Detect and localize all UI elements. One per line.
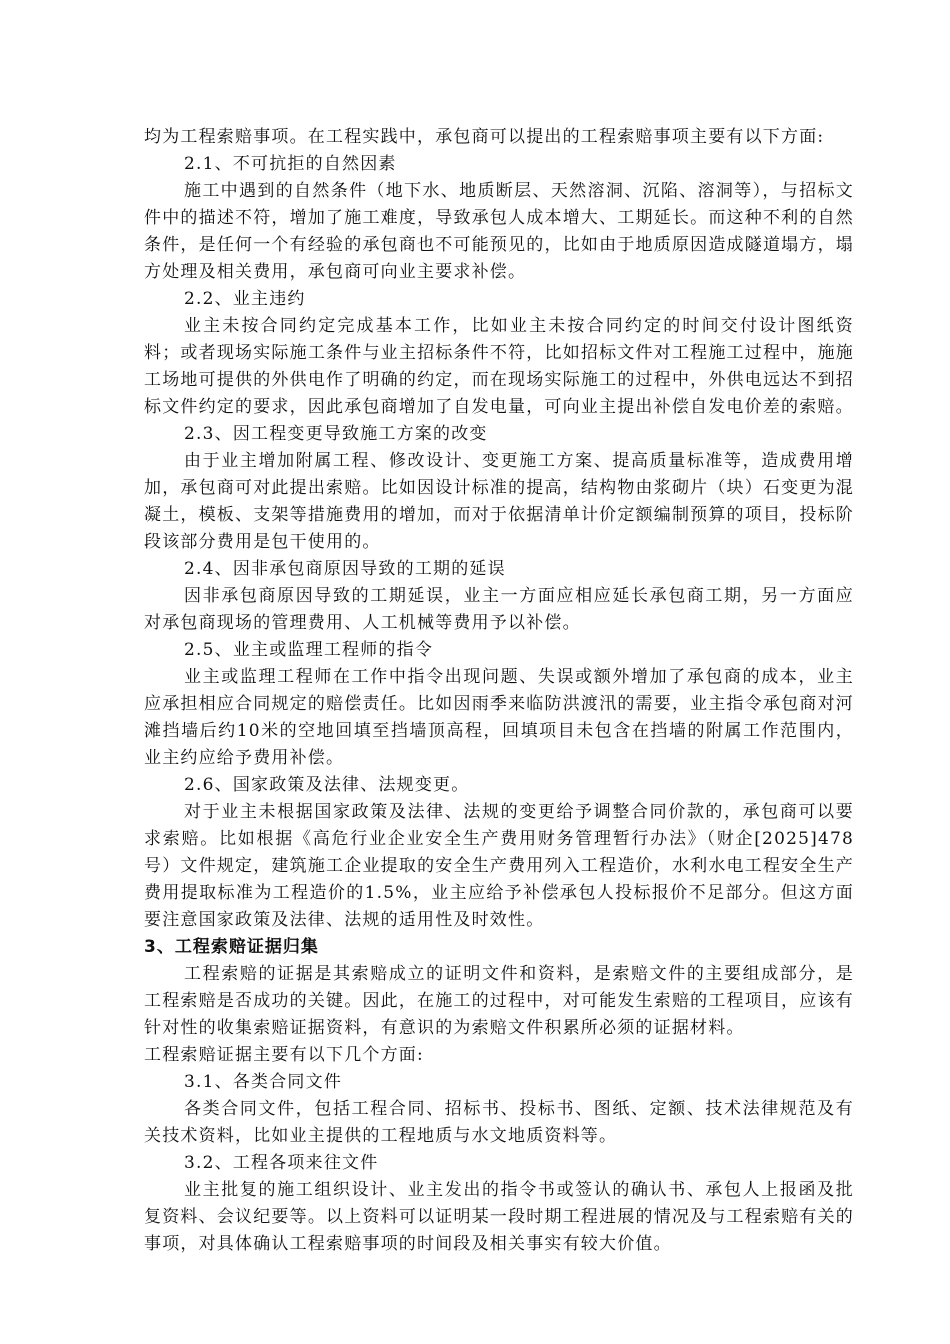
section-subheading: 2.6、国家政策及法律、法规变更。	[184, 775, 470, 795]
paragraph: 工程索赔的证据是其索赔成立的证明文件和资料，是索赔文件的主要组成部分，是工程索赔是否成功的关键。因此，在施工的过程中，对可能发生索赔的工程项目，应该有针对性的收集索赔证据资料，有意识的为索赔文件积累所必须的证据材料。	[144, 964, 854, 1038]
section-heading: 3、工程索赔证据归集	[144, 937, 319, 957]
section-subheading: 2.2、业主违约	[184, 289, 306, 309]
section-subheading: 2.3、因工程变更导致施工方案的改变	[184, 424, 488, 444]
section-subheading: 2.1、不可抗拒的自然因素	[184, 154, 397, 174]
section-subheading: 2.5、业主或监理工程师的指令	[184, 640, 434, 660]
paragraph: 工程索赔证据主要有以下几个方面:	[144, 1045, 424, 1065]
paragraph: 施工中遇到的自然条件（地下水、地质断层、天然溶洞、沉陷、溶洞等），与招标文件中的描述不符，增加了施工难度，导致承包人成本增大、工期延长。而这种不利的自然条件，是任何一个有经验的承包商也不可能预见的，比如由于地质原因造成隧道塌方，塌方处理及相关费用，承包商可向业主要求补偿。	[144, 181, 854, 282]
paragraph: 业主批复的施工组织设计、业主发出的指令书或签认的确认书、承包人上报函及批复资料、会议纪要等。以上资料可以证明某一段时期工程进展的情况及与工程索赔有关的事项，对具体确认工程索赔事项的时间段及相关事实有较大价值。	[144, 1180, 854, 1254]
section-subheading: 3.2、工程各项来往文件	[184, 1153, 379, 1173]
paragraph: 由于业主增加附属工程、修改设计、变更施工方案、提高质量标准等，造成费用增加，承包商可对此提出索赔。比如因设计标准的提高，结构物由浆砌片（块）石变更为混凝土，模板、支架等措施费用的增加，而对于依据清单计价定额编制预算的项目，投标阶段该部分费用是包干使用的。	[144, 451, 854, 552]
paragraph: 业主未按合同约定完成基本工作，比如业主未按合同约定的时间交付设计图纸资料；或者现场实际施工条件与业主招标条件不符，比如招标文件对工程施工过程中，施施工场地可提供的外供电作了明确的约定，而在现场实际施工的过程中，外供电远达不到招标文件约定的要求，因此承包商增加了自发电量，可向业主提出补偿自发电价差的索赔。	[144, 316, 854, 417]
paragraph: 业主或监理工程师在工作中指令出现问题、失误或额外增加了承包商的成本，业主应承担相应合同规定的赔偿责任。比如因雨季来临防洪渡汛的需要，业主指令承包商对河滩挡墙后约10米的空地回填至挡墙顶高程，回填项目未包含在挡墙的附属工作范围内，业主约应给予费用补偿。	[144, 667, 854, 768]
paragraph: 因非承包商原因导致的工期延误，业主一方面应相应延长承包商工期，另一方面应对承包商现场的管理费用、人工机械等费用予以补偿。	[144, 586, 854, 633]
paragraph: 各类合同文件，包括工程合同、招标书、投标书、图纸、定额、技术法律规范及有关技术资料，比如业主提供的工程地质与水文地质资料等。	[144, 1099, 854, 1146]
paragraph: 均为工程索赔事项。在工程实践中，承包商可以提出的工程索赔事项主要有以下方面:	[144, 127, 825, 147]
section-subheading: 2.4、因非承包商原因导致的工期的延误	[184, 559, 506, 579]
section-subheading: 3.1、各类合同文件	[184, 1072, 343, 1092]
paragraph: 对于业主未根据国家政策及法律、法规的变更给予调整合同价款的，承包商可以要求索赔。比如根据《高危行业企业安全生产费用财务管理暂行办法》（财企[2025]478号）文件规定，建筑施工企业提取的安全生产费用列入工程造价，水利水电工程安全生产费用提取标准为工程造价的1.5%，业主应给予补偿承包人投标报价不足部分。但这方面要注意国家政策及法律、法规的适用性及时效性。	[144, 802, 854, 930]
document-body	[144, 124, 854, 1258]
